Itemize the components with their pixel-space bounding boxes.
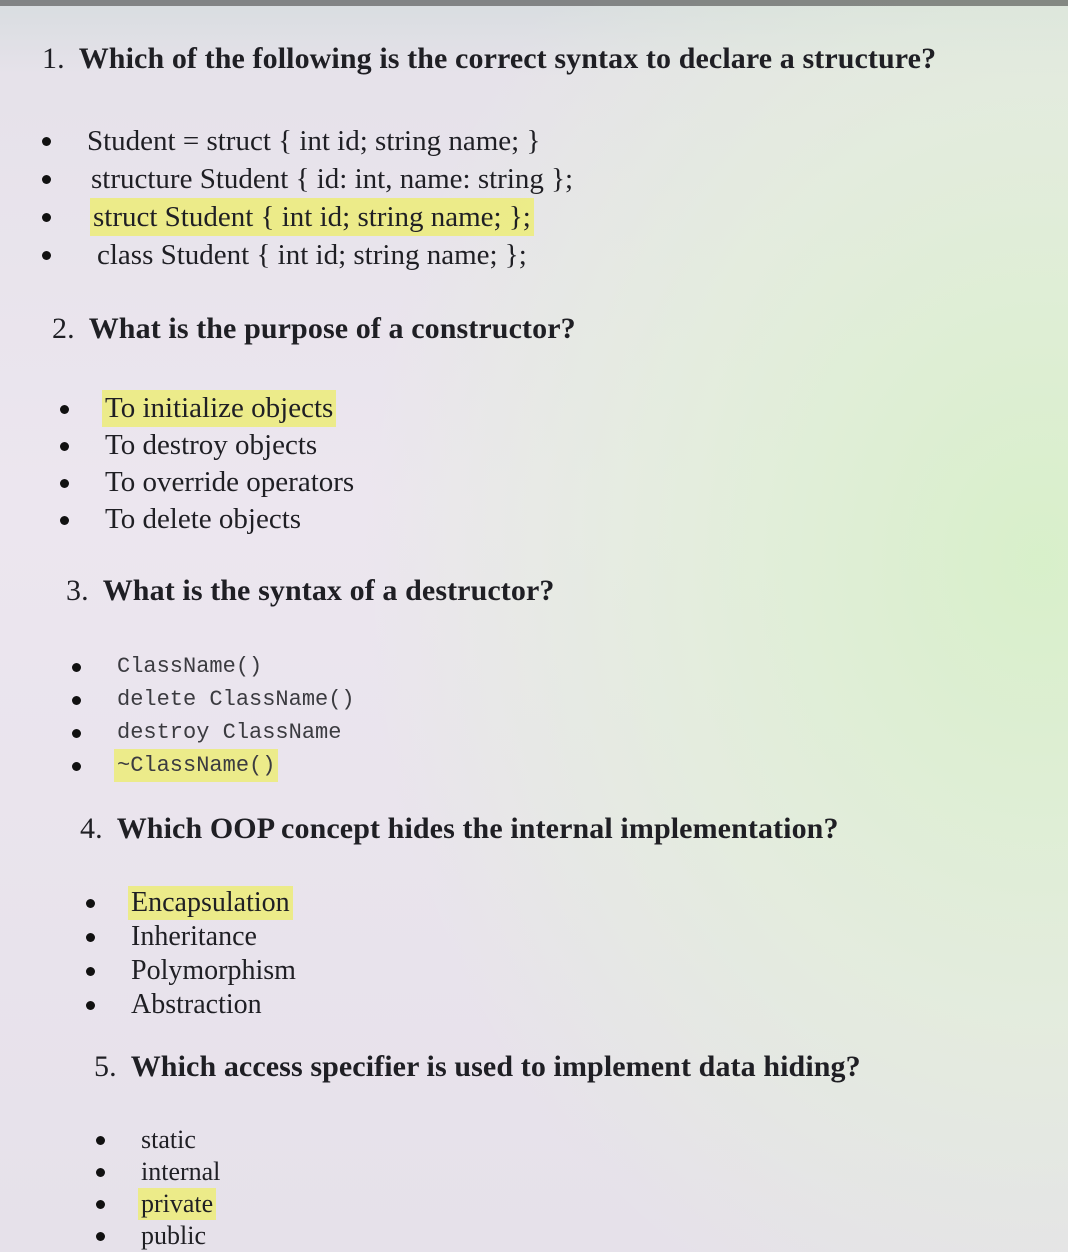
bullet-icon: [96, 1136, 105, 1145]
bullet-icon: [86, 933, 95, 942]
question-number: 5.: [94, 1050, 117, 1083]
option-item: [86, 954, 299, 988]
option-item: [60, 464, 357, 501]
bullet-icon: [96, 1232, 105, 1241]
bullet-icon: [60, 479, 69, 488]
option-text: struct Student { int id; string name; };: [90, 198, 534, 236]
question-4-options: [86, 886, 299, 1022]
question-text: Which of the following is the correct syntax to declare a structure?: [78, 42, 937, 75]
question-number: 1.: [42, 42, 65, 75]
question-text: Which OOP concept hides the internal implementation?: [116, 812, 839, 845]
option-text: public: [141, 1221, 206, 1250]
option-text: structure Student { id: int, name: string };: [91, 163, 574, 195]
option-item-highlighted: [96, 1188, 223, 1220]
bullet-icon: [86, 899, 95, 908]
option-item: [86, 988, 299, 1022]
bullet-icon: [72, 729, 81, 738]
option-item-highlighted: [42, 198, 576, 236]
question-text: Which access specifier is used to implement data hiding?: [130, 1050, 861, 1083]
question-text: What is the syntax of a destructor?: [102, 574, 555, 607]
question-number: 4.: [80, 812, 103, 845]
bullet-icon: [42, 213, 51, 222]
option-text: To destroy objects: [105, 429, 318, 461]
question-text: What is the purpose of a constructor?: [88, 312, 576, 345]
question-3-options: [72, 650, 358, 782]
option-item: [96, 1124, 223, 1156]
option-item: [42, 236, 576, 274]
option-item: [96, 1220, 223, 1252]
option-item: [86, 920, 299, 954]
option-text: To delete objects: [105, 503, 302, 535]
question-5-title: [94, 1050, 861, 1084]
option-text: Encapsulation: [128, 886, 293, 920]
option-text: Abstraction: [131, 989, 262, 1020]
bullet-icon: [42, 251, 51, 260]
option-item: [42, 122, 576, 160]
bullet-icon: [72, 762, 81, 771]
bullet-icon: [86, 1001, 95, 1010]
question-number: 2.: [52, 312, 75, 345]
question-1-title: [42, 42, 936, 76]
bullet-icon: [86, 967, 95, 976]
option-text: To override operators: [105, 466, 355, 498]
top-edge: [0, 0, 1068, 6]
option-item: [60, 501, 357, 538]
option-item: [72, 650, 358, 683]
bullet-icon: [72, 696, 81, 705]
bullet-icon: [60, 405, 69, 414]
option-item: [72, 716, 358, 749]
bullet-icon: [42, 137, 51, 146]
bullet-icon: [60, 516, 69, 525]
bullet-icon: [72, 663, 81, 672]
bullet-icon: [42, 175, 51, 184]
option-text: destroy ClassName: [117, 720, 342, 745]
bullet-icon: [96, 1200, 105, 1209]
option-text: class Student { int id; string name; };: [97, 239, 527, 271]
bullet-icon: [60, 442, 69, 451]
option-text: ClassName(): [117, 654, 263, 679]
question-number: 3.: [66, 574, 89, 607]
question-4-title: [80, 812, 839, 846]
option-text: ~ClassName(): [114, 749, 278, 782]
option-text: internal: [141, 1157, 221, 1186]
bullet-icon: [96, 1168, 105, 1177]
question-5-options: [96, 1124, 223, 1252]
option-item: [72, 683, 358, 716]
option-text: private: [138, 1188, 216, 1220]
option-item: [42, 160, 576, 198]
option-text: Inheritance: [131, 921, 257, 952]
question-1-options: [42, 122, 576, 274]
option-text: Polymorphism: [131, 955, 296, 986]
question-2-options: [60, 390, 357, 538]
option-item-highlighted: [72, 749, 358, 782]
option-item-highlighted: [86, 886, 299, 920]
option-item: [60, 427, 357, 464]
option-text: To initialize objects: [102, 390, 336, 427]
option-text: static: [141, 1125, 196, 1154]
option-item-highlighted: [60, 390, 357, 427]
question-3-title: [66, 574, 555, 608]
option-item: [96, 1156, 223, 1188]
option-text: delete ClassName(): [117, 687, 355, 712]
option-text: Student = struct { int id; string name; }: [87, 125, 541, 157]
question-2-title: [52, 312, 576, 346]
